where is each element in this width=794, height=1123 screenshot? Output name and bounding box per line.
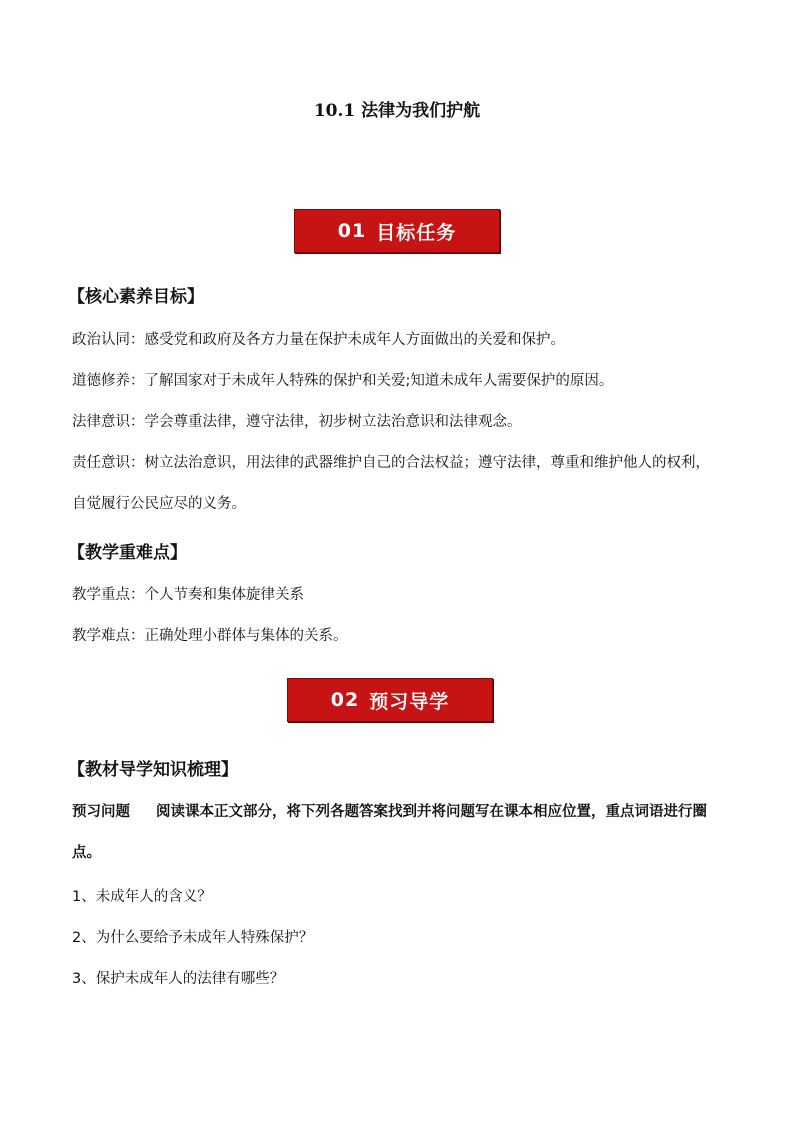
key-points-heading: 【教学重难点】: [68, 543, 187, 563]
core-goal-item: 道德修养：了解国家对于未成年人特殊的保护和关爱;知道未成年人需要保护的原因。: [72, 373, 614, 389]
preview-question-text: 阅读课本正文部分，将下列各题答案找到并将问题写在课本相应位置，重点词语进行圈点。: [72, 804, 707, 861]
preview-question-item: 1、未成年人的含义？: [72, 889, 212, 905]
core-goal-item: 政治认同：感受党和政府及各方力量在保护未成年人方面做出的关爱和保护。: [72, 332, 565, 348]
core-goals-heading: 【核心素养目标】: [68, 287, 204, 307]
preview-question-item: 2、为什么要给予未成年人特殊保护？: [72, 930, 314, 946]
section-label: 预习导学: [369, 690, 450, 713]
preview-question-block: [72, 792, 724, 874]
preview-question-label: 预习问题: [72, 804, 130, 820]
document-title: 10.1 法律为我们护航: [313, 101, 481, 121]
section-number: 02: [330, 689, 360, 711]
preview-heading: 【教材导学知识梳理】: [68, 760, 238, 780]
key-point-item: 教学难点：正确处理小群体与集体的关系。: [72, 628, 348, 644]
section-banner-preview: [287, 678, 493, 722]
preview-question-item: 3、保护未成年人的法律有哪些？: [72, 971, 285, 987]
section-label: 目标任务: [376, 221, 457, 244]
section-number: 01: [337, 220, 367, 242]
key-point-item: 教学重点：个人节奏和集体旋律关系: [72, 587, 304, 603]
core-goal-item: 责任意识：树立法治意识，用法律的武器维护自己的合法权益；遵守法律，尊重和维护他人的权利，自觉履行公民应尽的义务。: [72, 455, 710, 512]
section-banner-goals: [294, 209, 500, 253]
core-goal-item: 法律意识：学会尊重法律，遵守法律，初步树立法治意识和法律观念。: [72, 414, 522, 430]
